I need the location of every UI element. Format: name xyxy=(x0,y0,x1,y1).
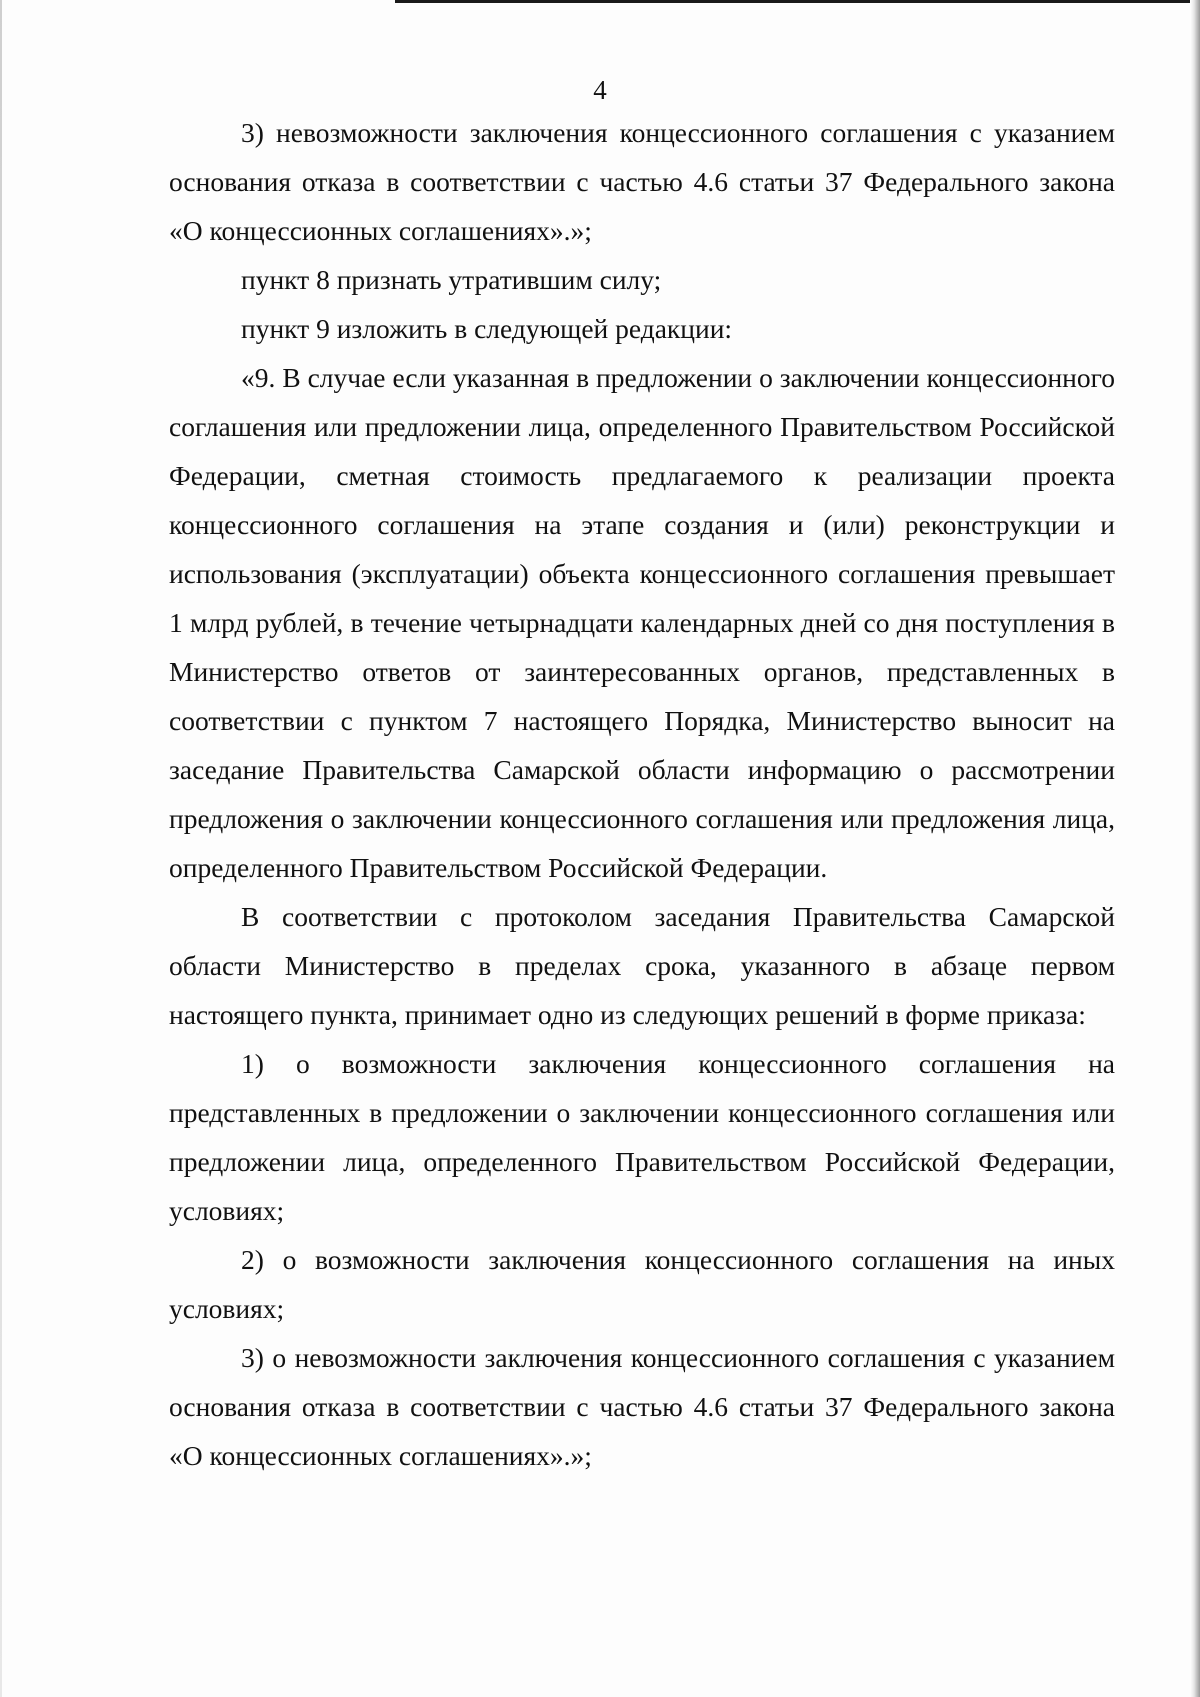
paragraph-decision-2: 2) о возможности заключения концессионного соглашения на иных условиях; xyxy=(169,1244,1115,1324)
scan-right-edge xyxy=(1190,0,1200,1697)
scan-top-rule xyxy=(395,0,1200,3)
paragraph-point-8-repeal: пункт 8 признать утратившим силу; xyxy=(241,264,662,295)
paragraph-decision-3: 3) о невозможности заключения концессионного соглашения с указанием основания отказа в соответствии с частью 4.6 статьи 37 Федерального закона «О концессионных соглашениях».»; xyxy=(169,1342,1115,1471)
document-body xyxy=(169,108,1115,1480)
paragraph-decision-1: 1) о возможности заключения концессионного соглашения на представленных в предложении о заключении концессионного соглашения или предложении лица, определенного Правительством Российской Федерации, условиях; xyxy=(169,1048,1115,1226)
paragraph-point-9-intro: пункт 9 изложить в следующей редакции: xyxy=(241,313,733,344)
paragraph-item-3-refusal: 3) невозможности заключения концессионного соглашения с указанием основания отказа в соответствии с частью 4.6 статьи 37 Федерального закона «О концессионных соглашениях».»; xyxy=(169,117,1115,246)
scan-left-edge xyxy=(0,0,2,1697)
paragraph-protocol-decision: В соответствии с протоколом заседания Правительства Самарской области Министерство в пределах срока, указанного в абзаце первом настоящего пункта, принимает одно из следующих решений в форме приказа: xyxy=(169,901,1115,1030)
page-number: 4 xyxy=(593,75,607,105)
paragraph-point-9-text: «9. В случае если указанная в предложении о заключении концессионного соглашения или предложении лица, определенного Правительством Российской Федерации, сметная стоимость предлагаемого к реализации проекта концессионного соглашения на этапе создания и (или) реконструкции и использования (эксплуатации) объекта концессионного соглашения превышает 1 млрд рублей, в течение четырнадцати календарных дней со дня поступления в Министерство ответов от заинтересованных органов, представленных в соответствии с пунктом 7 настоящего Порядка, Министерство выносит на заседание Правительства Самарской области информацию о рассмотрении предложения о заключении концессионного соглашения или предложения лица, определенного Правительством Российской Федерации. xyxy=(169,362,1115,883)
